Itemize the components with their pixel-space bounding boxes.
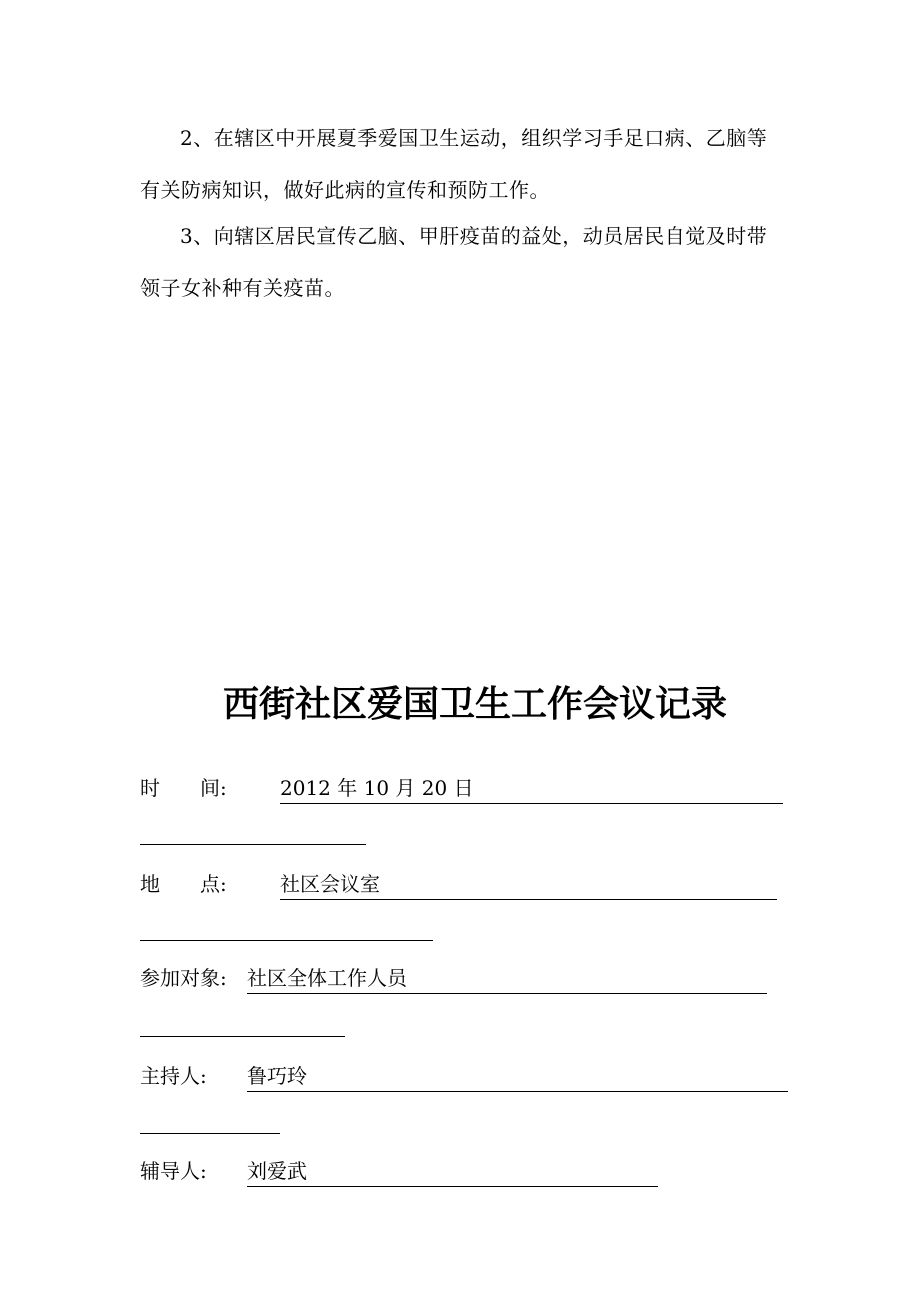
field-time-label: 时 间: xyxy=(140,776,227,800)
field-participants-label: 参加对象: xyxy=(140,966,227,990)
field-time-value-line xyxy=(280,773,783,804)
field-place-label: 地 点: xyxy=(140,872,227,896)
field-time-value: 2012 年 10 月 20 日 xyxy=(280,776,474,800)
field-participants-continuation-line xyxy=(140,1036,345,1037)
field-place xyxy=(140,869,780,899)
field-time xyxy=(140,773,785,803)
field-time-continuation-line xyxy=(140,844,366,845)
record-title: 西街社区爱国卫生工作会议记录 xyxy=(222,683,727,725)
field-host-label: 主持人: xyxy=(140,1064,207,1088)
field-host-continuation-line xyxy=(140,1133,280,1134)
field-place-value-line xyxy=(280,869,777,900)
field-host-value-line xyxy=(247,1061,788,1092)
field-advisor-value-line xyxy=(247,1156,658,1187)
field-advisor-value: 刘爱武 xyxy=(247,1159,307,1183)
field-host xyxy=(140,1061,790,1091)
field-advisor xyxy=(140,1156,660,1186)
field-participants-value: 社区全体工作人员 xyxy=(247,966,407,990)
field-place-value: 社区会议室 xyxy=(280,872,380,896)
field-participants xyxy=(140,963,770,993)
field-advisor-label: 辅导人: xyxy=(140,1159,207,1183)
paragraph-item-2: 2、在辖区中开展夏季爱国卫生运动，组织学习手足口病、乙脑等有关防病知识，做好此病的宣传和预防工作。 xyxy=(140,126,768,202)
paragraph-item-3: 3、向辖区居民宣传乙脑、甲肝疫苗的益处，动员居民自觉及时带领子女补种有关疫苗。 xyxy=(140,224,768,300)
field-participants-value-line xyxy=(247,963,767,994)
field-host-value: 鲁巧玲 xyxy=(247,1064,307,1088)
field-place-continuation-line xyxy=(140,940,433,941)
